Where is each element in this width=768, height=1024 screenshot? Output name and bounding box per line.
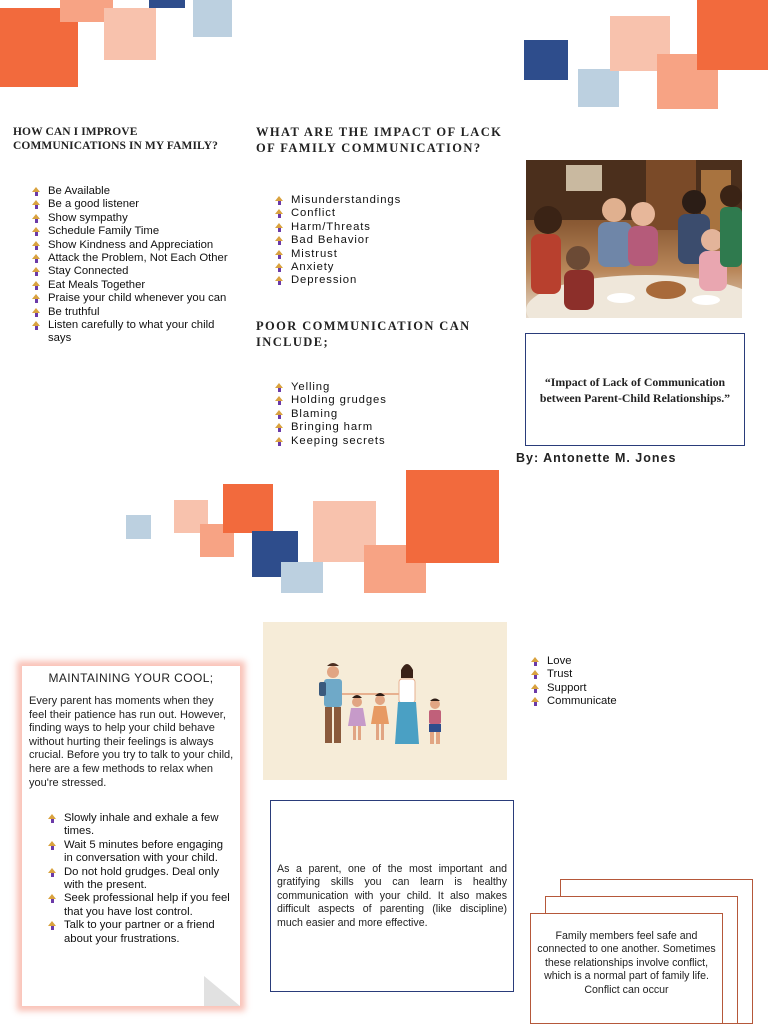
list-item: Seek professional help if you feel that you have lost control. [47, 892, 232, 919]
impact-list [274, 194, 474, 288]
list-item: Conflict [274, 207, 474, 220]
list-item: Praise your child whenever you can [31, 292, 241, 305]
bullet-icon [32, 200, 41, 209]
cover-title-box [525, 333, 745, 446]
list-item: Wait 5 minutes before engaging in conversation with your child. [47, 839, 232, 866]
list-item: Harm/Threats [274, 221, 474, 234]
parent-skill-box [270, 800, 514, 992]
parent-skill-text: As a parent, one of the most important and gratifying skills you can learn is healthy communication with your child. It also makes difficult aspects of parenting (like discipline) much easier and more effective. [277, 863, 507, 929]
bullet-icon [32, 321, 41, 330]
list-item: Eat Meals Together [31, 279, 241, 292]
deco-square [281, 562, 323, 593]
list-item: Bad Behavior [274, 234, 474, 247]
page-curl-icon [204, 976, 240, 1006]
list-item: Listen carefully to what your child says [31, 319, 223, 346]
list-item: Talk to your partner or a friend about your frustrations. [47, 919, 232, 946]
deco-square [193, 0, 232, 37]
family-holding-hands-illustration [263, 622, 507, 780]
bullet-icon [32, 281, 41, 290]
cover-title: “Impact of Lack of Communication between Parent-Child Relationships.” [539, 374, 731, 405]
deco-square [524, 40, 568, 80]
bullet-icon [275, 437, 284, 446]
maintaining-cool-card [22, 666, 240, 1006]
bullet-icon [275, 209, 284, 218]
list-item: Love [530, 655, 670, 668]
family-feel-text: Family members feel safe and connected to one another. Sometimes these relationships involve conflict, which is a normal part of family life. Conflict can occur [537, 930, 716, 996]
bullet-icon [275, 423, 284, 432]
list-item: Show sympathy [31, 212, 241, 225]
deco-square [149, 0, 185, 8]
bullet-icon [32, 267, 41, 276]
bullet-icon [32, 227, 41, 236]
list-item: Keeping secrets [274, 435, 474, 448]
family-icon [263, 622, 507, 780]
list-item: Yelling [274, 381, 474, 394]
impact-heading: WHAT ARE THE IMPACT OF LACK OF FAMILY COMMUNICATION? [256, 125, 503, 155]
deco-square [578, 69, 619, 107]
poor-list [274, 381, 474, 448]
list-item: Support [530, 682, 670, 695]
list-item: Communicate [530, 695, 670, 708]
bullet-icon [531, 657, 540, 666]
bullet-icon [32, 187, 41, 196]
bullet-icon [275, 396, 284, 405]
list-item: Be truthful [31, 306, 241, 319]
list-item: Slowly inhale and exhale a few times. [47, 812, 232, 839]
bullet-icon [48, 921, 57, 930]
family-dinner-photo [526, 160, 742, 318]
bullet-icon [531, 670, 540, 679]
deco-square [697, 0, 768, 70]
list-item: Stay Connected [31, 265, 241, 278]
list-item: Mistrust [274, 248, 474, 261]
bullet-icon [275, 250, 284, 259]
family-feel-card [530, 913, 723, 1024]
bullet-icon [275, 383, 284, 392]
list-item: Blaming [274, 408, 474, 421]
bullet-icon [275, 196, 284, 205]
bullet-icon [32, 294, 41, 303]
deco-square [223, 484, 273, 533]
bullet-icon [48, 841, 57, 850]
bullet-icon [48, 894, 57, 903]
bullet-icon [275, 276, 284, 285]
list-item: Bringing harm [274, 421, 474, 434]
bullet-icon [48, 868, 57, 877]
bullet-icon [531, 697, 540, 706]
cool-paragraph: Every parent has moments when they feel their patience has run out. However, finding ways to help your child behave without hurting their feelings is always crucial. Before you try to talk to your child, here are a few methods to relax when you're stressed. [29, 695, 234, 789]
list-item: Do not hold grudges. Deal only with the present. [47, 866, 232, 893]
improve-heading: HOW CAN I IMPROVE COMMUNICATIONS IN MY FAMILY? [13, 126, 219, 153]
cool-list [47, 812, 232, 946]
deco-square [104, 8, 156, 60]
deco-square [406, 470, 499, 563]
bullet-icon [275, 236, 284, 245]
list-item: Holding grudges [274, 394, 474, 407]
bullet-icon [32, 254, 41, 263]
list-item: Depression [274, 274, 474, 287]
list-item: Misunderstandings [274, 194, 474, 207]
bullet-icon [32, 214, 41, 223]
cool-title: MAINTAINING YOUR COOL; [48, 671, 214, 685]
bullet-icon [275, 223, 284, 232]
list-item: Be a good listener [31, 198, 241, 211]
bullet-icon [32, 308, 41, 317]
family-dinner-illustration [526, 160, 742, 318]
bullet-icon [275, 410, 284, 419]
list-item: Trust [530, 668, 670, 681]
list-item: Schedule Family Time [31, 225, 241, 238]
list-item: Be Available [31, 185, 241, 198]
bullet-icon [48, 814, 57, 823]
list-item: Attack the Problem, Not Each Other [31, 252, 241, 265]
byline: By: Antonette M. Jones [516, 451, 677, 465]
poor-heading: POOR COMMUNICATION CAN INCLUDE; [256, 319, 471, 349]
list-item: Show Kindness and Appreciation [31, 239, 241, 252]
deco-square [126, 515, 151, 539]
bullet-icon [531, 684, 540, 693]
bullet-icon [32, 241, 41, 250]
list-item: Anxiety [274, 261, 474, 274]
values-list [530, 655, 670, 709]
bullet-icon [275, 263, 284, 272]
improve-list [31, 185, 241, 346]
